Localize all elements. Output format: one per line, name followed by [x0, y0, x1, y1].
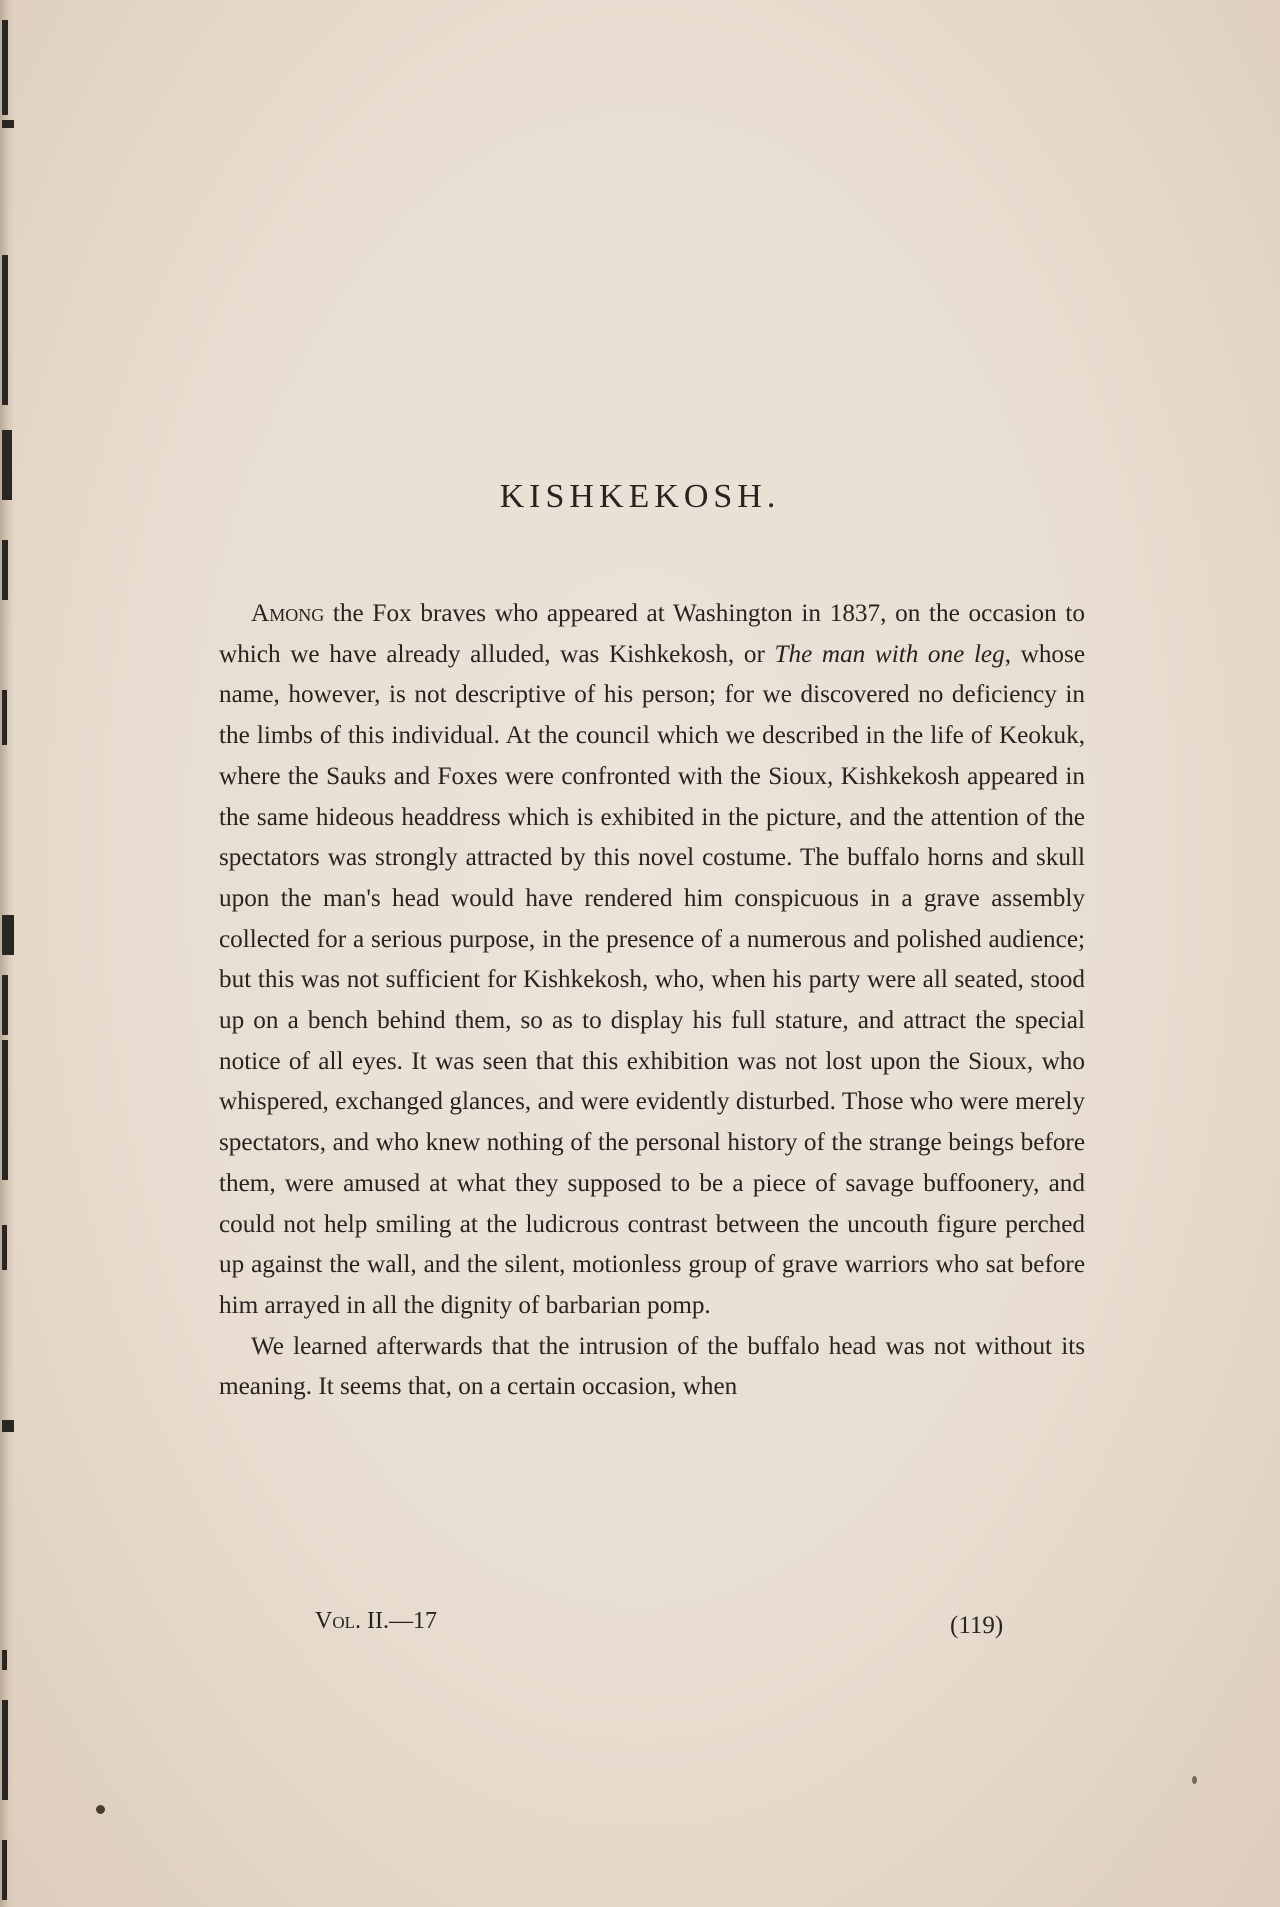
- paragraph: We learned afterwards that the intrusion of the buffalo head was not without its meaning. It seems that, on a certain occasion, when: [219, 1332, 1085, 1401]
- binding-thread-mark: [2, 1225, 7, 1270]
- binding-thread-mark: [2, 915, 14, 955]
- chapter-title: KISHKEKOSH.: [499, 478, 781, 515]
- paragraph-lead: Among: [251, 600, 325, 627]
- binding-thread-mark: [2, 1700, 8, 1800]
- ink-spot: [96, 1805, 105, 1814]
- binding-thread-mark: [2, 255, 8, 405]
- binding-thread-mark: [2, 1650, 7, 1670]
- binding-thread-mark: [2, 120, 14, 128]
- binding-thread-mark: [2, 540, 8, 600]
- volume-signature: Vol. II.—17: [315, 1608, 437, 1634]
- binding-thread-mark: [2, 1840, 7, 1900]
- page-number: (119): [950, 1612, 1004, 1639]
- binding-thread-mark: [2, 975, 8, 1035]
- paragraph-text: , whose name, however, is not descriptive of his person; for we discovered no deficiency in the limbs of this individual. At the council which we described in the life of Keokuk, where the Sauks and Foxes were confronted with the Sioux, Kishkekosh appeared in the same hideous headdress which is exhibited in the picture, and the attention of the spectators was strongly attracted by this novel costume. The buffalo horns and skull upon the man's head would have rendered him conspicuous in a grave assembly collected for a serious purpose, in the presence of a numerous and polished audience; but this was not sufficient for Kishkekosh, who, when his party were all seated, stood up on a bench behind them, so as to display his full stature, and attract the special notice of all eyes. It was seen that this exhibition was not lost upon the Sioux, who whispered, exchanged glances, and were evidently disturbed. Those who were merely spectators, and who knew nothing of the personal history of the strange beings before them, were amused at what they supposed to be a piece of savage buffoonery, and could not help smiling at the ludicrous contrast between the uncouth figure perched up against the wall, and the silent, motionless group of grave warriors who sat before him arrayed in all the dignity of barbarian pomp.: [219, 640, 1086, 1319]
- ink-spot: [1192, 1776, 1197, 1784]
- binding-thread-mark: [2, 690, 7, 745]
- body-text: [219, 594, 1085, 1408]
- paragraph: [219, 594, 1085, 1327]
- italic-name: The man with one leg: [774, 640, 1005, 668]
- binding-thread-mark: [2, 1040, 8, 1180]
- binding-thread-mark: [2, 20, 8, 115]
- paragraph-text: the Fox braves who appeared at Washington in 1837, on the occasion to which we have already alluded, was Kishkekosh, or: [219, 600, 1085, 668]
- binding-thread-mark: [2, 1420, 14, 1432]
